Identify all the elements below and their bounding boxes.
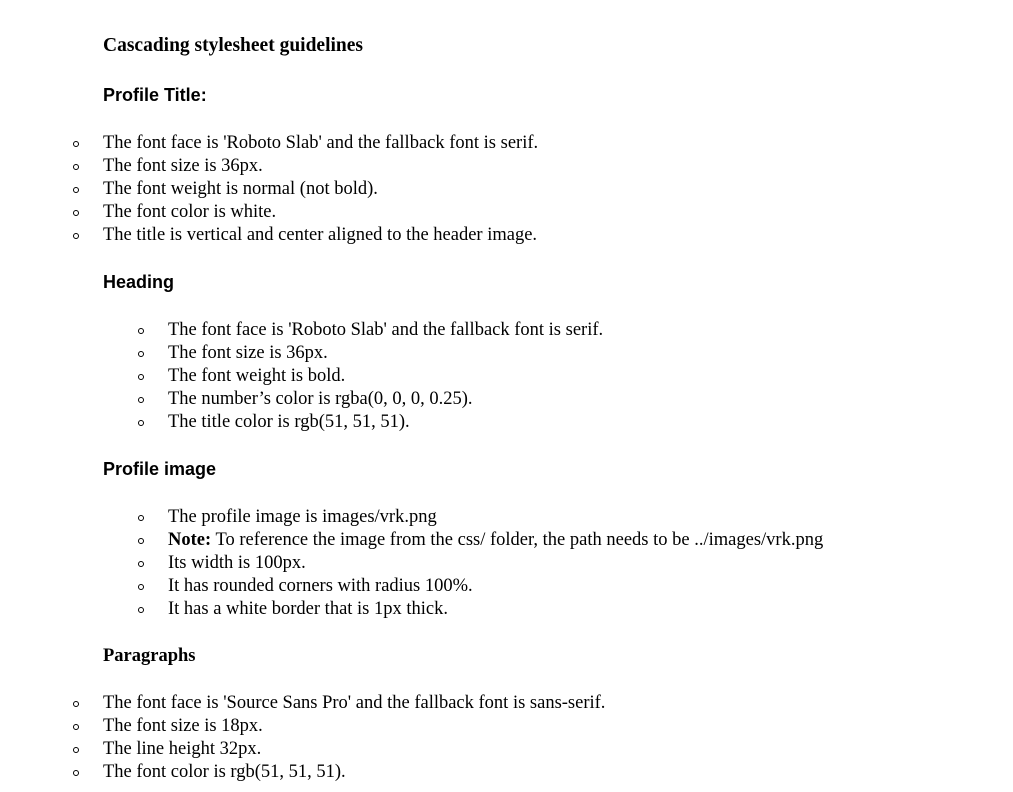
hollow-bullet-icon [138,351,144,357]
list-item: Note: To reference the image from the css/ folder, the path needs to be ../images/vrk.png [168,529,823,552]
hollow-bullet-icon [138,584,144,590]
hollow-bullet-icon [138,328,144,334]
heading-list [168,319,603,434]
hollow-bullet-icon [138,538,144,544]
list-item: It has a white border that is 1px thick. [168,598,823,621]
hollow-bullet-icon [73,724,79,730]
hollow-bullet-icon [73,187,79,193]
hollow-bullet-icon [73,164,79,170]
list-item: The font weight is bold. [168,365,603,388]
list-item: The title color is rgb(51, 51, 51). [168,411,603,434]
list-item: The font size is 36px. [168,342,603,365]
hollow-bullet-icon [73,233,79,239]
document-title: Cascading stylesheet guidelines [103,35,364,56]
list-item: The font face is 'Roboto Slab' and the fallback font is serif. [168,319,603,342]
list-item: The title is vertical and center aligned to the header image. [103,224,538,247]
hollow-bullet-icon [138,607,144,613]
section-heading-heading: Heading [103,272,175,292]
list-item: The font color is white. [103,201,538,224]
hollow-bullet-icon [73,141,79,147]
list-item: The font weight is normal (not bold). [103,178,538,201]
list-item: The number’s color is rgba(0, 0, 0, 0.25). [168,388,603,411]
hollow-bullet-icon [73,770,79,776]
paragraphs-list [103,692,605,784]
list-item: The font color is rgb(51, 51, 51). [103,761,605,784]
hollow-bullet-icon [138,374,144,380]
hollow-bullet-icon [73,210,79,216]
list-item: The font face is 'Source Sans Pro' and the fallback font is sans-serif. [103,692,605,715]
hollow-bullet-icon [138,561,144,567]
profile-image-list [168,506,823,621]
list-item: The font size is 18px. [103,715,605,738]
profile-title-list [103,132,538,247]
list-item: The profile image is images/vrk.png [168,506,823,529]
hollow-bullet-icon [73,747,79,753]
list-item: The line height 32px. [103,738,605,761]
hollow-bullet-icon [138,420,144,426]
list-item: Its width is 100px. [168,552,823,575]
section-heading-profile-title: Profile Title: [103,85,207,105]
hollow-bullet-icon [73,701,79,707]
hollow-bullet-icon [138,515,144,521]
hollow-bullet-icon [138,397,144,403]
section-heading-paragraphs: Paragraphs [103,646,196,666]
note-label: Note: [168,530,212,550]
list-item: The font face is 'Roboto Slab' and the fallback font is serif. [103,132,538,155]
list-item: The font size is 36px. [103,155,538,178]
list-item: It has rounded corners with radius 100%. [168,575,823,598]
section-heading-profile-image: Profile image [103,459,217,479]
